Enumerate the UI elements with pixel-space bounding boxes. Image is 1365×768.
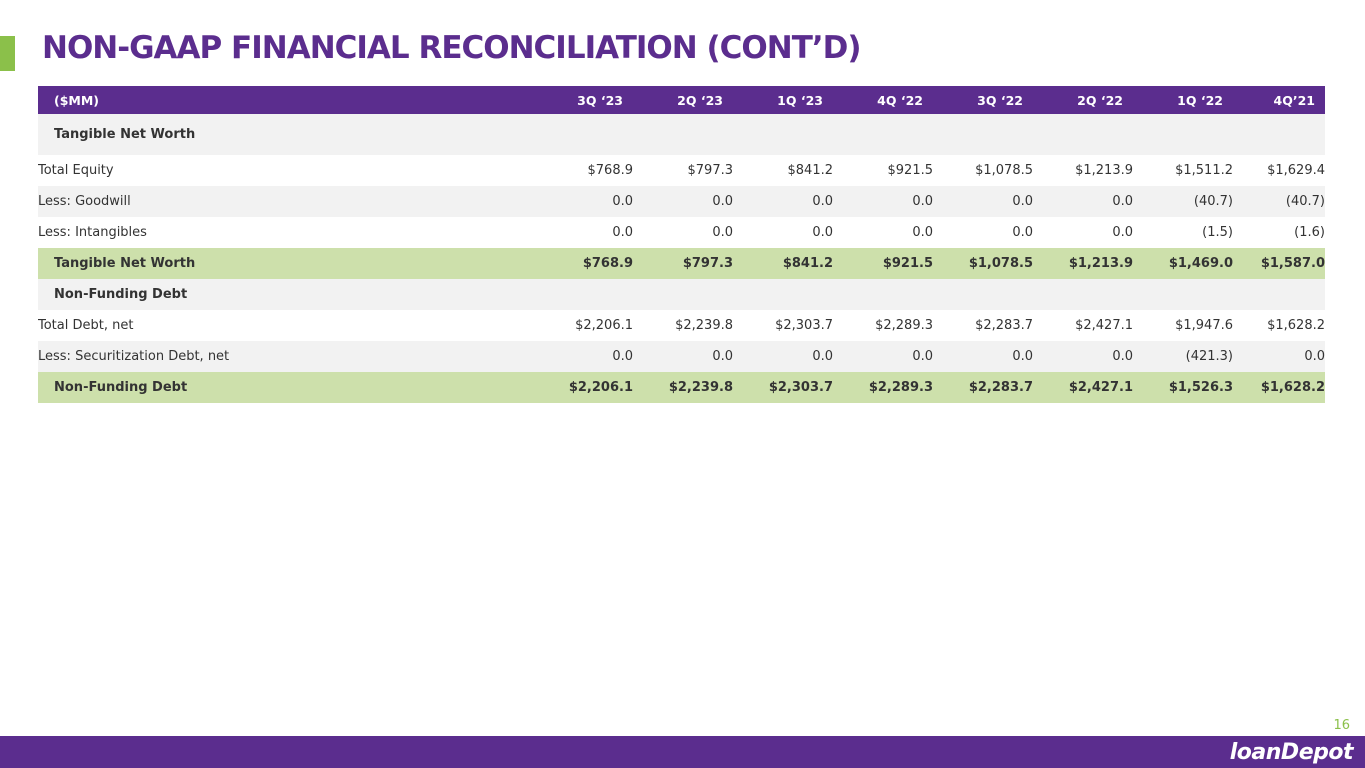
cell-value: $2,239.8 xyxy=(675,318,733,333)
total-row-non-funding-debt xyxy=(38,372,1325,403)
table-row-total-debt xyxy=(38,310,1325,341)
cell-value: $921.5 xyxy=(887,163,933,178)
column-header: 1Q ‘23 xyxy=(777,92,823,108)
section-row-tangible-net-worth xyxy=(38,114,1325,155)
total-row-tangible-net-worth xyxy=(38,248,1325,279)
cell-value: 0.0 xyxy=(912,194,933,209)
cell-value: $2,303.7 xyxy=(768,380,833,395)
cell-value: 0.0 xyxy=(912,225,933,240)
column-header-units: ($MM) xyxy=(54,92,100,108)
column-header: 2Q ‘22 xyxy=(1077,92,1123,108)
cell-value: 0.0 xyxy=(1112,225,1133,240)
cell-value: $2,239.8 xyxy=(668,380,733,395)
cell-value: $1,213.9 xyxy=(1068,256,1133,271)
cell-value: 0.0 xyxy=(912,349,933,364)
cell-value: 0.0 xyxy=(1112,194,1133,209)
cell-value: $768.9 xyxy=(587,163,633,178)
table-row-securitization-debt xyxy=(38,341,1325,372)
table-header-row xyxy=(38,86,1325,114)
cell-value: $2,206.1 xyxy=(568,380,633,395)
column-header: 1Q ‘22 xyxy=(1177,92,1223,108)
row-label: Non-Funding Debt xyxy=(54,287,188,302)
column-header: 3Q ‘23 xyxy=(577,92,623,108)
row-label: Tangible Net Worth xyxy=(54,127,196,142)
section-row-non-funding-debt xyxy=(38,279,1325,310)
cell-value: $797.3 xyxy=(687,163,733,178)
cell-value: $841.2 xyxy=(787,163,833,178)
cell-value: 0.0 xyxy=(712,194,733,209)
cell-value: (1.6) xyxy=(1294,225,1325,240)
cell-value: 0.0 xyxy=(1012,225,1033,240)
cell-value: $921.5 xyxy=(882,256,933,271)
row-label: Non-Funding Debt xyxy=(54,380,188,395)
column-header: 4Q ‘22 xyxy=(877,92,923,108)
cell-value: $841.2 xyxy=(782,256,833,271)
cell-value: $1,469.0 xyxy=(1168,256,1233,271)
cell-value: $2,206.1 xyxy=(575,318,633,333)
cell-value: $1,511.2 xyxy=(1175,163,1233,178)
row-label: Total Equity xyxy=(38,163,114,178)
cell-value: 0.0 xyxy=(812,225,833,240)
cell-value: $2,283.7 xyxy=(975,318,1033,333)
cell-value: $1,078.5 xyxy=(975,163,1033,178)
cell-value: (421.3) xyxy=(1185,349,1233,364)
cell-value: $1,628.2 xyxy=(1267,318,1325,333)
cell-value: $797.3 xyxy=(682,256,733,271)
cell-value: $2,289.3 xyxy=(875,318,933,333)
cell-value: 0.0 xyxy=(712,225,733,240)
cell-value: (40.7) xyxy=(1193,194,1233,209)
row-label: Tangible Net Worth xyxy=(54,256,196,271)
cell-value: (1.5) xyxy=(1202,225,1233,240)
cell-value: $1,628.2 xyxy=(1260,380,1325,395)
cell-value: 0.0 xyxy=(812,194,833,209)
column-header: 2Q ‘23 xyxy=(677,92,723,108)
cell-value: $1,629.4 xyxy=(1267,163,1325,178)
cell-value: $1,526.3 xyxy=(1168,380,1233,395)
cell-value: $2,303.7 xyxy=(775,318,833,333)
cell-value: $1,947.6 xyxy=(1175,318,1233,333)
cell-value: 0.0 xyxy=(1012,194,1033,209)
company-logo: loanDepot xyxy=(1229,740,1353,765)
row-label: Less: Intangibles xyxy=(38,225,147,240)
cell-value: $768.9 xyxy=(582,256,633,271)
reconciliation-table xyxy=(38,86,1325,403)
cell-value: $1,078.5 xyxy=(968,256,1033,271)
cell-value: $1,587.0 xyxy=(1260,256,1325,271)
cell-value: $2,283.7 xyxy=(968,380,1033,395)
row-label: Less: Securitization Debt, net xyxy=(38,349,230,364)
table-row-intangibles xyxy=(38,217,1325,248)
cell-value: 0.0 xyxy=(712,349,733,364)
cell-value: 0.0 xyxy=(1304,349,1325,364)
cell-value: 0.0 xyxy=(612,349,633,364)
table-row-goodwill xyxy=(38,186,1325,217)
cell-value: 0.0 xyxy=(1012,349,1033,364)
cell-value: $2,289.3 xyxy=(868,380,933,395)
cell-value: $2,427.1 xyxy=(1068,380,1133,395)
page-title: NON-GAAP FINANCIAL RECONCILIATION (CONT’D) xyxy=(42,30,861,66)
cell-value: $2,427.1 xyxy=(1075,318,1133,333)
cell-value: $1,213.9 xyxy=(1075,163,1133,178)
cell-value: 0.0 xyxy=(1112,349,1133,364)
row-label: Less: Goodwill xyxy=(38,194,131,209)
cell-value: 0.0 xyxy=(612,194,633,209)
cell-value: (40.7) xyxy=(1285,194,1325,209)
column-header: 4Q’21 xyxy=(1273,92,1315,108)
footer-bar xyxy=(0,736,1365,768)
table-row-total-equity xyxy=(38,155,1325,186)
cell-value: 0.0 xyxy=(812,349,833,364)
column-header: 3Q ‘22 xyxy=(977,92,1023,108)
title-accent-bar xyxy=(0,36,15,71)
cell-value: 0.0 xyxy=(612,225,633,240)
page-number: 16 xyxy=(1333,718,1350,733)
row-label: Total Debt, net xyxy=(38,318,134,333)
